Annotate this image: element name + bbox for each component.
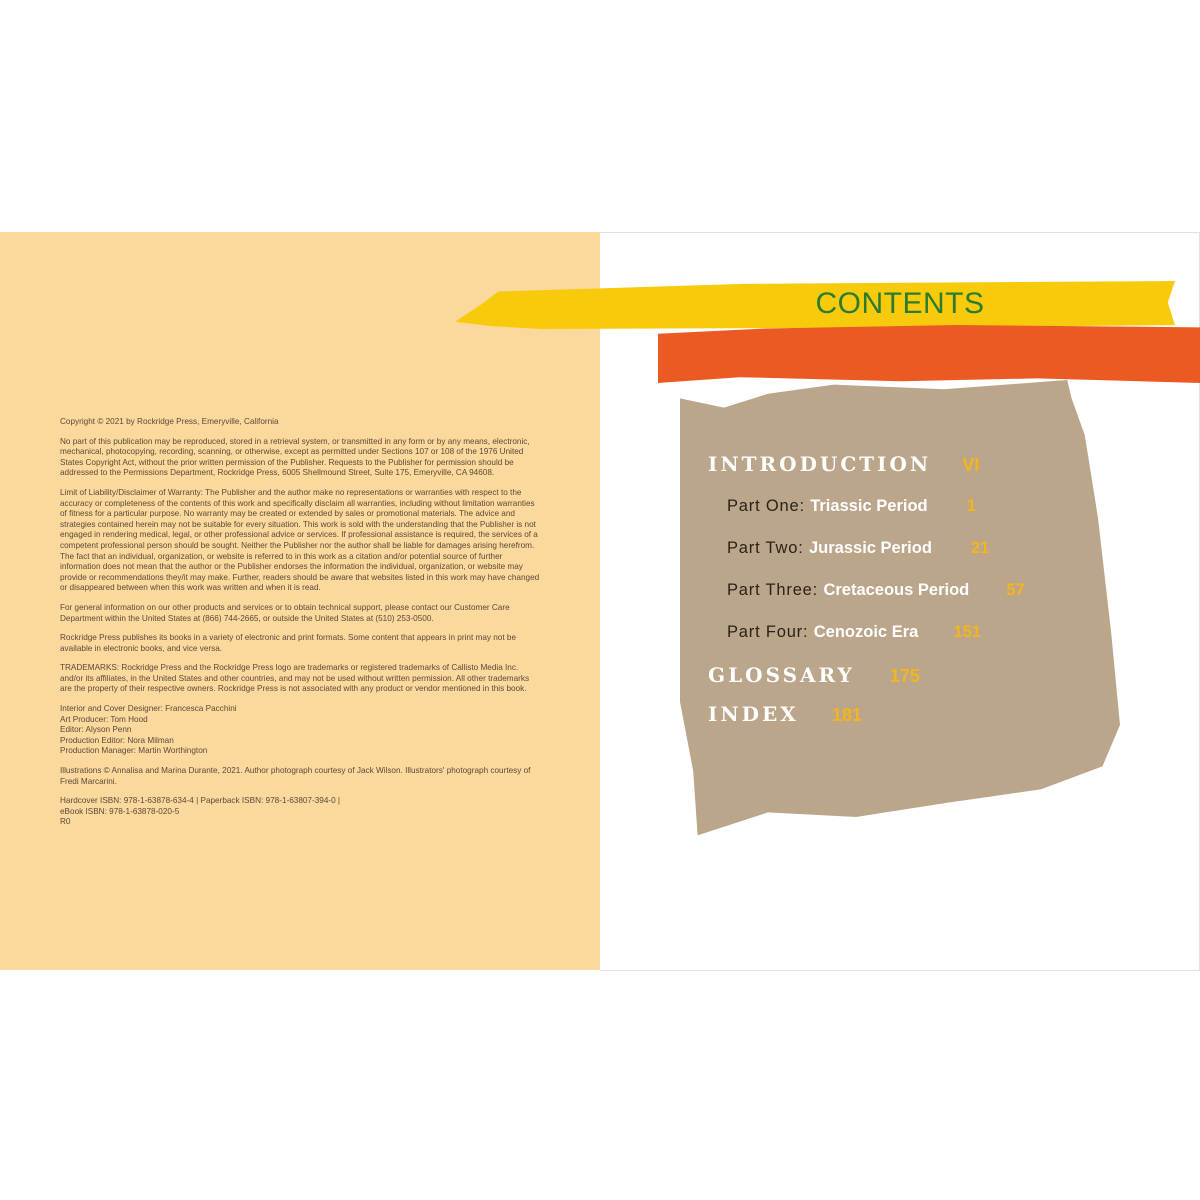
toc-introduction-page: VI (962, 455, 980, 475)
credits: Interior and Cover Designer: Francesca Pacchini Art Producer: Tom Hood Editor: Alyson Penn Production Editor: Nora Milman Production Manager: Martin Worthington (60, 704, 237, 756)
toc-part-page: 151 (953, 623, 981, 641)
toc-part-prefix: Part Three (727, 581, 813, 599)
customer-care-info: For general information on our other products and services or to obtain technical support, please contact our Customer Care Department within the United States at (866) 744-2665, or outside the United States at (510) 253-0500. (60, 602, 510, 623)
copyright-page (0, 232, 600, 970)
toc-part-page: 1 (966, 497, 976, 515)
toc-part-page: 57 (1006, 581, 1025, 599)
reproduction-notice: No part of this publication may be reproduced, stored in a retrieval system, or transmitted in any form or by any means, electronic, mechanical, photocopying, recording, scanning, or otherwise, except as permitted under Sections 107 or 108 of the 1976 United States Copyright Act, without the prior written permission of the Publisher. Requests to the Publisher for permission should be addressed to the Permissions Department, Rockridge Press, 6005 Shellmound Street, Suite 175, Emeryville, CA 94608. (60, 436, 530, 478)
formats-notice: Rockridge Press publishes its books in a variety of electronic and print formats. Some content that appears in print may not be available in electronic books, and vice versa. (60, 633, 517, 653)
toc-introduction-label: INTRODUCTION (708, 452, 932, 476)
toc-part-page: 21 (971, 539, 990, 557)
toc-separator: : (802, 623, 814, 641)
orange-brush-stroke (658, 325, 1200, 383)
toc-part-title: Cretaceous Period (823, 581, 970, 599)
toc-separator: : (799, 497, 811, 515)
illustration-credits: Illustrations © Annalisa and Marina Durante, 2021. Author photograph courtesy of Jack Wilson. Illustrators' photograph courtesy of Fredi Marcarini. (60, 766, 531, 786)
toc-part-title: Jurassic Period (809, 539, 932, 557)
toc-part-prefix: Part One (727, 497, 800, 515)
copyright-text (60, 417, 542, 837)
toc-glossary-page: 175 (889, 666, 920, 686)
toc-part-prefix: Part Two (727, 539, 799, 557)
isbn-info: Hardcover ISBN: 978-1-63878-634-4 | Paperback ISBN: 978-1-63807-394-0 | eBook ISBN: 978-1-63878-020-5 R0 (60, 796, 341, 827)
liability-disclaimer: Limit of Liability/Disclaimer of Warranty: The Publisher and the author make no representations or warranties with respect to the accuracy or completeness of the contents of this work and specifically disclaim all warranties, including without limitation warranties of fitness for a particular purpose. No warranty may be created or extended by sales or promotional materials. The advice and strategies contained herein may not be suitable for every situation. This work is sold with the understanding that the Publisher is not engaged in rendering medical, legal, or other professional advice or services. If professional assistance is required, the services of a competent professional person should be sought. Neither the Publisher nor the author shall be liable for damages arising herefrom. The fact that an individual, organization, or website is referred to in this work as a citation and/or potential source of further information does not mean that the author or the Publisher endorses the information the individual, organization, or website may provide or recommendations they/it may make. Further, readers should be aware that websites listed in this work may have changed or disappeared between when this work was written and when it is read. (60, 487, 540, 593)
toc-part-prefix: Part Four (727, 623, 803, 641)
toc-glossary-label: GLOSSARY (708, 663, 855, 687)
trademarks-notice: TRADEMARKS: Rockridge Press and the Rockridge Press logo are trademarks or registered trademarks of Callisto Media Inc. and/or its affiliates, in the United States and other countries, and may not be used without written permission. All other trademarks are the property of their respective owners. Rockridge Press is not associated with any product or vendor mentioned in this book. (60, 663, 530, 694)
toc-part-title: Triassic Period (810, 497, 928, 515)
toc-part-title: Cenozoic Era (813, 623, 919, 641)
toc-separator: : (798, 539, 809, 557)
toc-separator: : (812, 581, 824, 599)
copyright-line: Copyright © 2021 by Rockridge Press, Emeryville, California (60, 417, 279, 426)
book-spread (0, 232, 1200, 970)
toc-index-label: INDEX (708, 702, 799, 726)
toc-index-page: 181 (831, 705, 862, 725)
tan-paint-block (680, 380, 1120, 840)
contents-title: CONTENTS (815, 287, 985, 320)
